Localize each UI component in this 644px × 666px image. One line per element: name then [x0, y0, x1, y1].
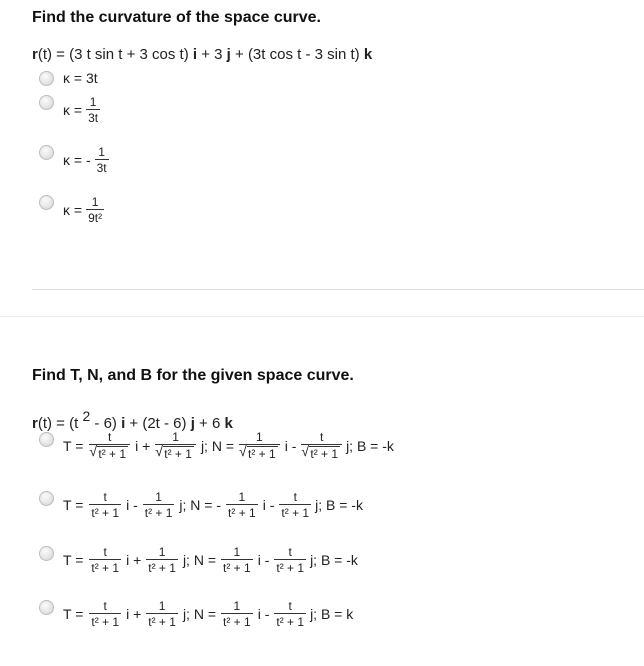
fraction: [226, 490, 258, 520]
stem-r: r: [32, 46, 38, 63]
q1-option-2-radio[interactable]: [39, 95, 54, 110]
N-label: j; N =: [200, 437, 235, 454]
q2-option-1-label: [63, 430, 394, 461]
fraction-numerator: t: [108, 430, 112, 444]
T-label: T =: [63, 497, 84, 513]
stem-r: r: [32, 415, 38, 432]
fraction-denominator: 9t²: [88, 211, 103, 225]
stem-text: (t) = (t: [37, 415, 83, 432]
stem-text: + (2t - 6): [125, 415, 191, 432]
operator: i +: [126, 606, 142, 622]
fraction-numerator: 1: [172, 430, 179, 444]
fraction-denominator: [89, 444, 130, 461]
fraction: [221, 599, 253, 629]
fraction: [86, 95, 100, 125]
stem-i: i: [121, 415, 126, 432]
T-label: T =: [63, 552, 84, 568]
fraction-denominator: t² + 1: [223, 561, 251, 575]
operator: i +: [135, 437, 151, 454]
stem-j: j: [226, 46, 231, 63]
fraction-denominator: t² + 1: [276, 561, 305, 575]
fraction-denominator: t² + 1: [148, 561, 176, 575]
fraction-denominator: t² + 1: [144, 506, 173, 520]
q2-option-3-label: [63, 545, 358, 575]
fraction-denominator: t² + 1: [276, 615, 305, 629]
fraction-numerator: 1: [233, 599, 241, 613]
fraction-denominator: t² + 1: [91, 561, 120, 575]
N-label: j; N =: [182, 552, 217, 568]
operator: i -: [284, 437, 297, 454]
fraction-denominator: t² + 1: [223, 615, 251, 629]
fraction: [89, 545, 121, 575]
q2-option-2-radio[interactable]: [39, 491, 54, 506]
fraction-numerator: 1: [158, 545, 166, 559]
fraction-numerator: 1: [233, 545, 241, 559]
fraction-denominator: t² + 1: [148, 615, 176, 629]
fraction-numerator: 1: [256, 430, 263, 444]
question-divider: [0, 316, 644, 317]
operator: i -: [126, 497, 138, 513]
fraction: [221, 545, 253, 575]
fraction-denominator: t² + 1: [281, 506, 310, 520]
fraction: [155, 430, 196, 461]
fraction-numerator: 1: [89, 95, 97, 109]
fraction: [239, 430, 280, 461]
question-2-stem: [32, 408, 233, 432]
stem-i: i: [192, 46, 198, 63]
fraction: [89, 430, 130, 461]
fraction-numerator: 1: [158, 599, 166, 613]
q2-option-4-label: [63, 599, 353, 629]
fraction-numerator: t: [288, 599, 292, 613]
stem-k: k: [363, 46, 373, 63]
stem-k: k: [224, 415, 233, 432]
stem-text: + 3: [197, 46, 227, 63]
N-label: j; N =: [182, 606, 217, 622]
question-divider: [32, 289, 644, 290]
question-2-title: Find T, N, and B for the given space curve.: [32, 367, 354, 384]
q1-option-1-radio[interactable]: [39, 71, 54, 86]
q1-option-2-label: [63, 95, 101, 125]
fraction: [274, 599, 306, 629]
fraction: [89, 490, 121, 520]
fraction-denominator: [301, 444, 342, 461]
fraction-numerator: t: [293, 490, 297, 504]
fraction-denominator: [155, 444, 196, 461]
fraction-numerator: t: [103, 545, 107, 559]
q2-option-2-label: [63, 490, 363, 520]
fraction: [301, 430, 342, 461]
stem-text: + 6: [194, 415, 225, 432]
fraction: [86, 195, 104, 225]
fraction-numerator: t: [103, 490, 107, 504]
kappa-label: κ =: [63, 102, 83, 118]
T-label: T =: [63, 606, 84, 622]
fraction: [279, 490, 311, 520]
operator: i -: [262, 497, 275, 513]
stem-j: j: [190, 415, 195, 432]
fraction: [89, 599, 121, 629]
N-label: j; N = -: [179, 497, 222, 513]
stem-text: + (3t cos t - 3 sin t): [230, 46, 364, 63]
operator: i +: [126, 552, 142, 568]
sqrt-symbol: √ t² + 1: [309, 446, 340, 461]
fraction-denominator: 3t: [96, 161, 107, 175]
fraction-numerator: 1: [238, 490, 246, 504]
fraction-denominator: t² + 1: [228, 506, 256, 520]
q1-option-1-label: κ = 3t: [63, 70, 98, 86]
fraction: [95, 145, 109, 175]
fraction-numerator: t: [103, 599, 107, 613]
B-label: j; B = k: [310, 606, 354, 622]
q1-option-3-radio[interactable]: [39, 145, 54, 160]
q1-option-4-radio[interactable]: [39, 195, 54, 210]
stem-text: (t) = (3 t sin t + 3 cos t): [37, 46, 193, 63]
fraction-denominator: [239, 444, 280, 461]
sqrt-symbol: √ t² + 1: [97, 446, 128, 461]
fraction: [143, 490, 175, 520]
q1-option-3-label: [63, 145, 110, 175]
q1-option-4-label: [63, 195, 105, 225]
T-label: T =: [63, 437, 84, 454]
sqrt-symbol: √ t² + 1: [163, 446, 194, 461]
fraction-numerator: 1: [98, 145, 105, 159]
fraction-numerator: 1: [91, 195, 99, 209]
stem-exponent: 2: [82, 408, 91, 424]
fraction-denominator: 3t: [88, 111, 99, 125]
fraction-numerator: t: [288, 545, 292, 559]
question-1-stem: [32, 46, 372, 63]
sqrt-symbol: √ t² + 1: [247, 446, 278, 461]
fraction-numerator: 1: [155, 490, 162, 504]
B-label: j; B = -k: [346, 437, 394, 454]
fraction-denominator: t² + 1: [91, 506, 120, 520]
question-1-title: Find the curvature of the space curve.: [32, 9, 321, 26]
stem-text: - 6): [90, 415, 122, 432]
operator: i -: [257, 606, 270, 622]
q2-option-3-radio[interactable]: [39, 546, 54, 561]
B-label: j; B = -k: [315, 497, 363, 513]
fraction-numerator: t: [320, 430, 324, 444]
kappa-label: κ = -: [63, 152, 91, 168]
q2-option-1-radio[interactable]: [39, 432, 54, 447]
kappa-label: κ =: [63, 202, 83, 218]
fraction-denominator: t² + 1: [91, 615, 120, 629]
fraction: [274, 545, 306, 575]
operator: i -: [257, 552, 270, 568]
fraction: [146, 545, 178, 575]
B-label: j; B = -k: [310, 552, 358, 568]
fraction: [146, 599, 178, 629]
q2-option-4-radio[interactable]: [39, 600, 54, 615]
